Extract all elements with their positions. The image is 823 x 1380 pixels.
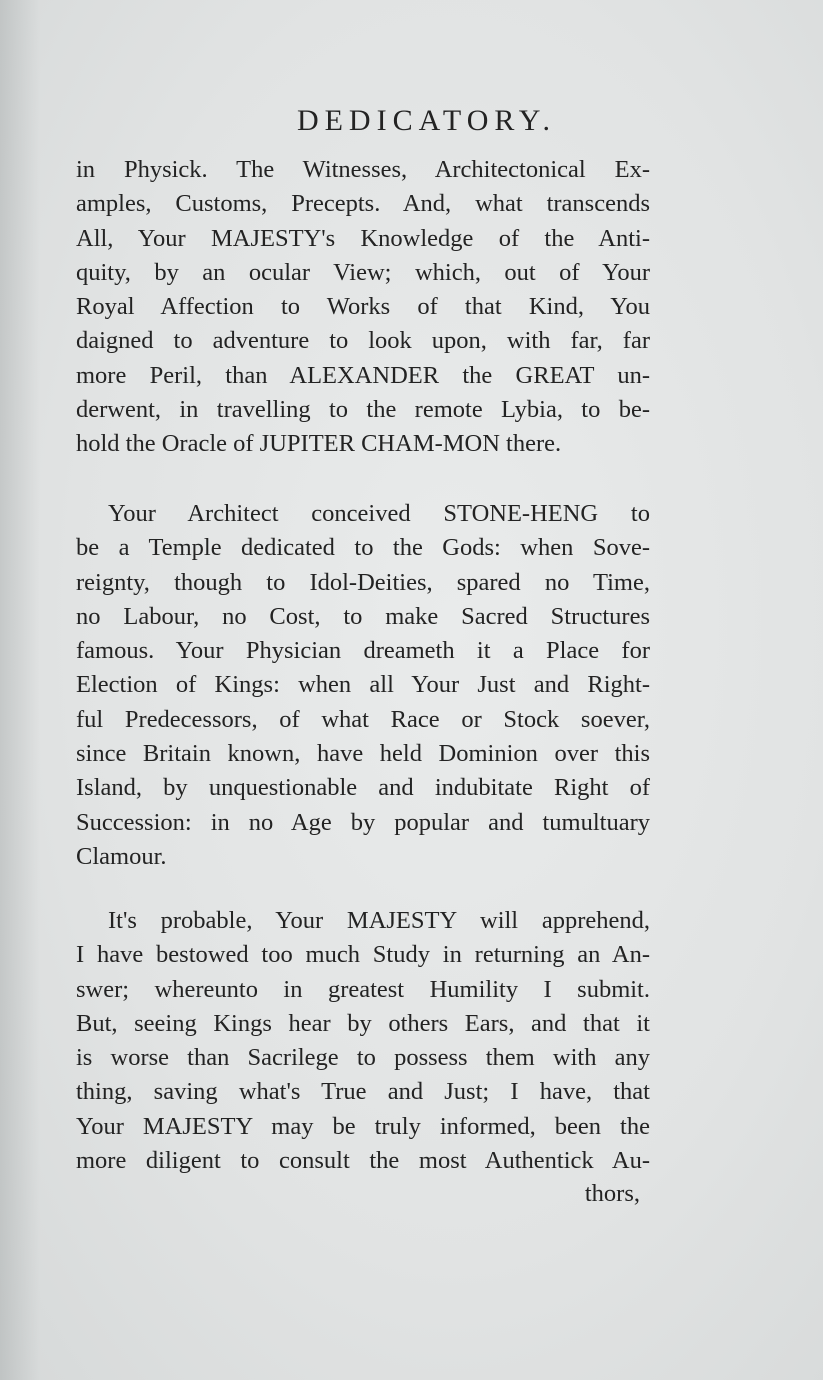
text-line: All, Your MAJESTY's Knowledge of the Anti- [76, 224, 650, 252]
text-line: ful Predecessors, of what Race or Stock soever, [76, 705, 650, 733]
paragraph-3 [76, 904, 650, 1178]
text-line: in Physick. The Witnesses, Architectonical Ex- [76, 156, 650, 183]
text-line: reignty, though to Idol-Deities, spared no Time, [76, 568, 650, 596]
text-line: famous. Your Physician dreameth it a Place for [76, 637, 650, 665]
catchword: thors, [584, 1180, 640, 1207]
text-line: hold the Oracle of JUPITER CHAM-MON there. [76, 430, 562, 458]
text-line: Royal Affection to Works of that Kind, You [76, 293, 650, 321]
text-line: Election of Kings: when all Your Just and Right- [76, 671, 650, 699]
text-line: I have bestowed too much Study in returning an An- [76, 941, 650, 969]
text-line: since Britain known, have held Dominion over this [76, 740, 650, 768]
text-line: more Peril, than ALEXANDER the GREAT un- [76, 361, 650, 389]
running-head: DEDICATORY. [296, 104, 557, 137]
text-line: be a Temple dedicated to the Gods: when Sove- [76, 534, 650, 562]
paragraph-1 [76, 153, 650, 462]
text-line: It's probable, Your MAJESTY will apprehend, [108, 907, 650, 934]
text-line: Succession: in no Age by popular and tumultuary [76, 808, 650, 836]
paragraph-2 [76, 497, 650, 874]
text-line: Island, by unquestionable and indubitate Right of [76, 774, 650, 802]
text-line: But, seeing Kings hear by others Ears, and that it [76, 1009, 650, 1037]
text-line: quity, by an ocular View; which, out of Your [76, 258, 650, 286]
text-line: Your MAJESTY may be truly informed, been the [76, 1112, 650, 1140]
text-line: derwent, in travelling to the remote Lybia, to be- [76, 396, 650, 424]
text-line: more diligent to consult the most Authentick Au- [76, 1147, 650, 1175]
text-line: thing, saving what's True and Just; I have, that [76, 1078, 650, 1106]
text-line: Your Architect conceived STONE-HENG to [108, 500, 650, 527]
text-line: no Labour, no Cost, to make Sacred Structures [76, 602, 650, 630]
text-line: amples, Customs, Precepts. And, what transcends [76, 190, 650, 218]
text-line: swer; whereunto in greatest Humility I submit. [76, 975, 650, 1003]
gutter-shadow [0, 0, 40, 1380]
text-line: daigned to adventure to look upon, with far, far [76, 327, 650, 355]
text-line: is worse than Sacrilege to possess them with any [76, 1044, 650, 1072]
text-line: Clamour. [76, 842, 167, 870]
